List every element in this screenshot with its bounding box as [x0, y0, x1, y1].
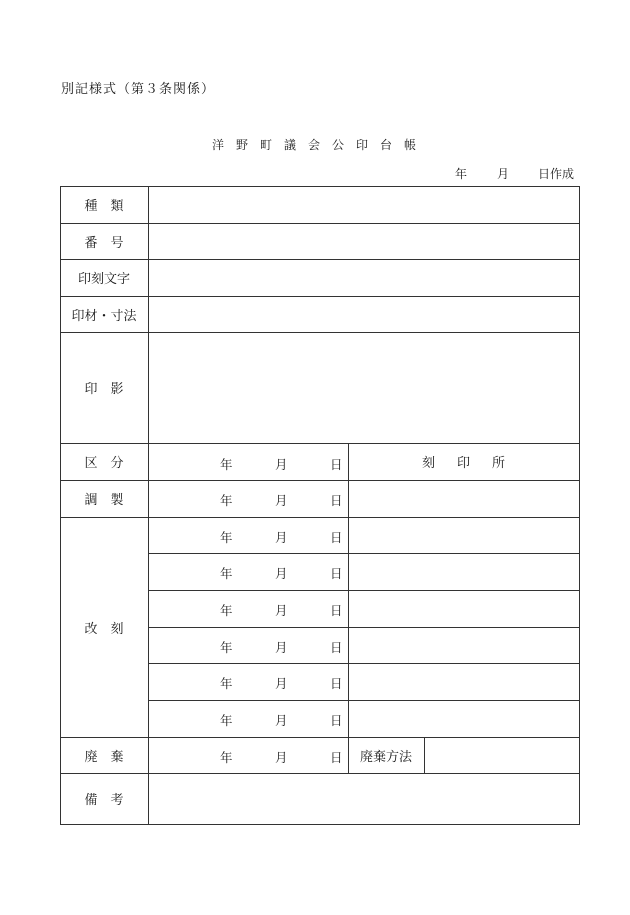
- date-month-label: 月: [275, 493, 288, 508]
- row-label-material-size: 印材・寸法: [71, 308, 137, 324]
- created-year-label: 年: [455, 167, 468, 181]
- table-border-bottom: [60, 824, 580, 825]
- label-column-divider: [148, 186, 149, 825]
- row-divider: [148, 663, 580, 664]
- row-label-manufacture: 調 製: [84, 493, 124, 508]
- disposal-method-label: 廃棄方法: [359, 749, 412, 765]
- row-divider: [148, 590, 580, 591]
- row-label-recarving: 改 刻: [84, 621, 124, 637]
- document-title: 洋野町議会公印台帳: [211, 138, 428, 152]
- row-label-impression: 印 影: [84, 382, 124, 397]
- row-label-number: 番 号: [84, 235, 124, 251]
- table-border-right: [579, 186, 580, 825]
- date-year-label: 年: [220, 713, 233, 728]
- date-year-label: 年: [220, 603, 233, 618]
- row-label-category: 区 分: [84, 456, 124, 471]
- date-year-label: 年: [220, 640, 233, 655]
- date-day-label: 日: [330, 676, 343, 691]
- row-divider: [148, 700, 580, 701]
- date-month-label: 月: [275, 676, 288, 691]
- date-day-label: 日: [330, 530, 343, 545]
- date-day-label: 日: [330, 566, 343, 581]
- date-year-label: 年: [220, 493, 233, 508]
- date-month-label: 月: [275, 750, 288, 765]
- date-month-label: 月: [275, 713, 288, 728]
- date-day-label: 日: [330, 493, 343, 508]
- created-month-label: 月: [497, 167, 510, 181]
- created-day-label: 日作成: [538, 167, 575, 181]
- date-month-label: 月: [275, 530, 288, 545]
- form-reference: 別記様式（第３条関係）: [61, 82, 216, 97]
- row-label-kind: 種 類: [84, 199, 124, 214]
- date-column-divider: [348, 443, 349, 774]
- date-year-label: 年: [220, 530, 233, 545]
- date-month-label: 月: [275, 603, 288, 618]
- row-label-disposal: 廃 棄: [84, 749, 124, 765]
- date-year-label: 年: [220, 566, 233, 581]
- date-day-label: 日: [330, 750, 343, 765]
- date-month-label: 月: [275, 457, 288, 472]
- date-day-label: 日: [330, 457, 343, 472]
- date-year-label: 年: [220, 750, 233, 765]
- date-month-label: 月: [275, 566, 288, 581]
- date-day-label: 日: [330, 713, 343, 728]
- row-label-remarks: 備 考: [84, 793, 124, 808]
- engraver-header: 刻印所: [421, 456, 527, 471]
- date-month-label: 月: [275, 640, 288, 655]
- date-day-label: 日: [330, 640, 343, 655]
- row-label-inscription: 印刻文字: [77, 272, 130, 287]
- date-day-label: 日: [330, 603, 343, 618]
- date-year-label: 年: [220, 457, 233, 472]
- date-year-label: 年: [220, 676, 233, 691]
- row-divider: [148, 627, 580, 628]
- disposal-method-divider: [424, 737, 425, 774]
- row-divider: [148, 553, 580, 554]
